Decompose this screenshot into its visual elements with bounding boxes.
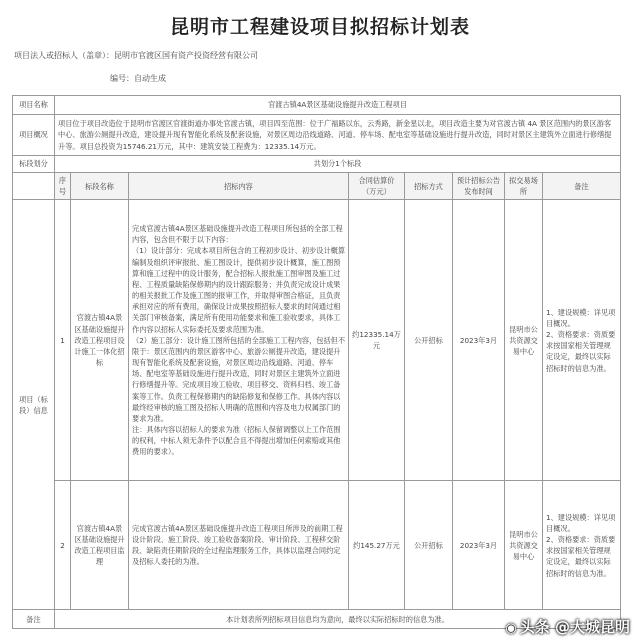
number-label: 编号： [110, 74, 134, 83]
watermark-text: 头条 @大城昆明 [519, 618, 630, 636]
lot-row [13, 200, 621, 481]
section-label-blank [13, 173, 55, 200]
lot-no: 2 [55, 481, 71, 610]
col-header-no: 序号 [55, 173, 71, 200]
watermark [505, 616, 630, 637]
column-header-row [13, 173, 621, 200]
owner-line [14, 50, 258, 61]
note-label: 备注 [13, 610, 55, 629]
lot-date: 2023年3月 [453, 481, 505, 610]
lot-venue: 昆明市公共资源交易中心 [505, 481, 543, 610]
col-header-venue: 拟交易场所 [505, 173, 543, 200]
col-header-remark: 备注 [543, 173, 621, 200]
note-value: 本计划表所列招标项目信息均为意向，最终以实际招标时的信息为准。 [55, 610, 621, 629]
lot-name: 官渡古镇4A景区基础设施提升改造工程项目设计施工一体化招标 [71, 200, 129, 481]
page-title: 昆明市工程建设项目拟招标计划表 [169, 16, 470, 38]
lot-row [13, 481, 621, 610]
project-name-row [13, 96, 621, 115]
col-header-date: 预计招标公告发布时间 [453, 173, 505, 200]
col-header-lot-name: 标段名称 [71, 173, 129, 200]
lot-division-row [13, 156, 621, 173]
number-line [110, 73, 166, 84]
section-label: 项目（标段）信息 [13, 200, 55, 610]
project-name-value: 官渡古镇4A景区基础设施提升改造工程项目 [55, 96, 621, 115]
owner-value: 昆明市官渡区国有资产投资经营有限公司 [114, 51, 258, 60]
lot-date: 2023年3月 [453, 200, 505, 481]
owner-label: 项目法人或招标人（盖章）： [14, 51, 114, 60]
project-overview-row [13, 115, 621, 156]
project-overview-value: 项目位于项目改造位于昆明市官渡区官渡街道办事处官渡古镇，项目四至范围：位于广福路以东，云秀路，新金星以北，项目改造主要为对官渡古镇 4A 景区范围内的景区游客中心、旅游公厕提升改造，建设提升现有智能化系统及配套设施，对景区周边沿线道路、河道、停车场、配电室等基础设施进行提升改造，同时对景区主建筑外立面进行修缮提升等。项目总投资为15746.21万元，其中：建筑安装工程费为：12335.14万元。 [55, 115, 621, 156]
lot-name: 官渡古镇4A景区基础设施提升改造工程项目监理 [71, 481, 129, 610]
lot-division-label: 标段划分 [13, 156, 55, 173]
number-value: 自动生成 [134, 74, 166, 83]
lot-method: 公开招标 [405, 481, 453, 610]
project-overview-label: 项目概况 [13, 115, 55, 156]
lot-no: 1 [55, 200, 71, 481]
lot-remark: 1、建设规模：详见项目概况。 2、资格要求：资质要求按国家相关管理规定设定，最终以实际招标时的信息为准。 [543, 481, 621, 610]
lot-amount: 约12335.14万元 [349, 200, 405, 481]
camera-icon: ◉ [505, 621, 517, 636]
col-header-content: 招标内容 [129, 173, 349, 200]
lot-content: 完成官渡古镇4A景区基础设施提升改造工程项目所涉及的前期工程设计阶段、施工阶段、竣工验收备案阶段、审计阶段、工程移交阶段、缺陷责任期阶段的全过程监理服务工作，具体以监理合同约定及招标人委托的为准。 [129, 481, 349, 610]
lot-venue: 昆明市公共资源交易中心 [505, 200, 543, 481]
col-header-method: 招标方式 [405, 173, 453, 200]
lot-division-value: 共划分1个标段 [55, 156, 621, 173]
lot-method: 公开招标 [405, 200, 453, 481]
lot-content: 完成官渡古镇4A景区基础设施提升改造工程项目所包括的全部工程内容，包含但不限于以下内容： （1）设计部分：完成本项目所包含的工程初步设计、初步设计概算编制及组织评审报批、施工图设计，提供初步设计概算，施工图预算和施工过程中的设计服务，配合招标人报批施工图审图及施工过程、工程质量缺陷保修期内的设计跟踪服务；并负责完成设计成果的相关报批工作及施工图的报审工作，并取得审图合格证，且负责承担对应的所有费用，确保设计成果按照招标人要求的时间通过相关部门审核备案，满足所有使用功能要求和施工验收要求，具体工作内容以招标人实际委托及要求范围为准。 （2）施工部分：设计施工图所包括的全部施工工程内容，包括但不限于：景区范围内的景区游客中心、旅游公厕提升改造，建设提升现有智能化系统及配套设施，对景区周边沿线道路、河道、停车场、配电室等基础设施进行提升改造，同时对景区主建筑外立面进行修缮提升等。完成项目竣工验收、项目移交、资料归档、竣工备案等工作。负责工程保修期内的缺陷修复和保修工作。具体内容以最终经审核的施工图及招标人明确的范围和内容及电力权属部门的要求为准。 注：具体内容以招标人的要求为准（招标人保留调整以上工作范围的权利，中标人须无条件予以配合且不得提出增加任何索赔或其他费用的要求）。 [129, 200, 349, 481]
lot-remark: 1、建设规模：详见项目概况。 2、资格要求：资质要求按国家相关管理规定设定，最终以实际招标时的信息为准。 [543, 200, 621, 481]
project-name-label: 项目名称 [13, 96, 55, 115]
bid-plan-table [12, 95, 621, 629]
col-header-amount: 合同估算价（万元） [349, 173, 405, 200]
lot-amount: 约145.27万元 [349, 481, 405, 610]
